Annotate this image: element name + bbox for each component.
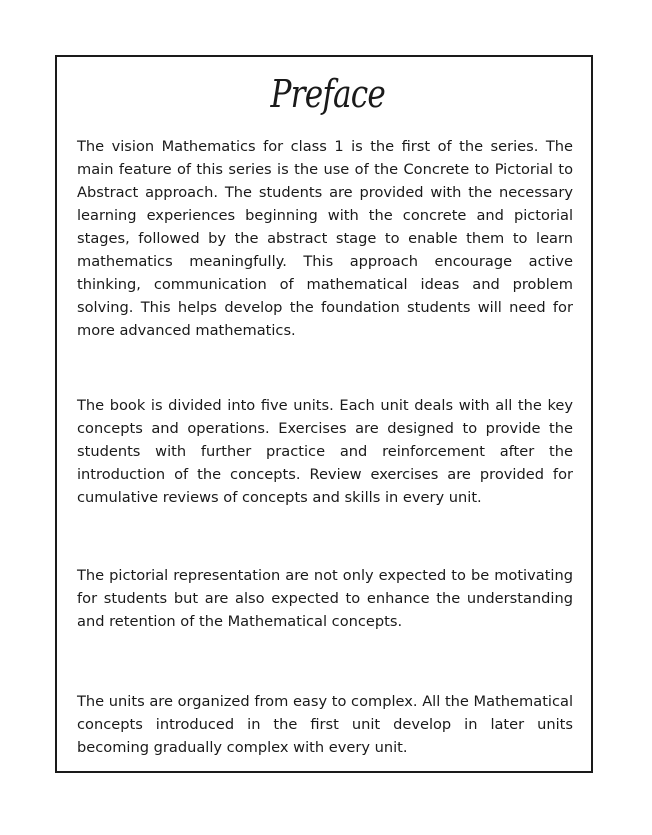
paragraph-vision: The vision Mathematics for class 1 is the first of the series. The main feature of this series is the use of the Concrete to Pictorial to Abstract approach. The students are provided with the necessary learning experiences beginning with the concrete and pictorial stages, followed by the abstract stage to enable them to learn mathematics meaningfully. This approach encourage active thinking, communication of mathematical ideas and problem solving. This helps develop the foundation students will need for more advanced mathematics. [77,138,573,339]
page-title: Preface [270,72,386,116]
paragraph-organization: The units are organized from easy to complex. All the Mathematical concepts introduced in the first unit develop in later units becoming gradually complex with every unit. [77,693,573,756]
paragraph-pictorial: The pictorial representation are not only expected to be motivating for students but are also expected to enhance the understanding and retention of the Mathematical concepts. [77,567,573,630]
paragraph-units: The book is divided into five units. Each unit deals with all the key concepts and operations. Exercises are designed to provide the students with further practice and reinforcement after the introduction of the concepts. Review exercises are provided for cumulative reviews of concepts and skills in every unit. [77,397,573,506]
